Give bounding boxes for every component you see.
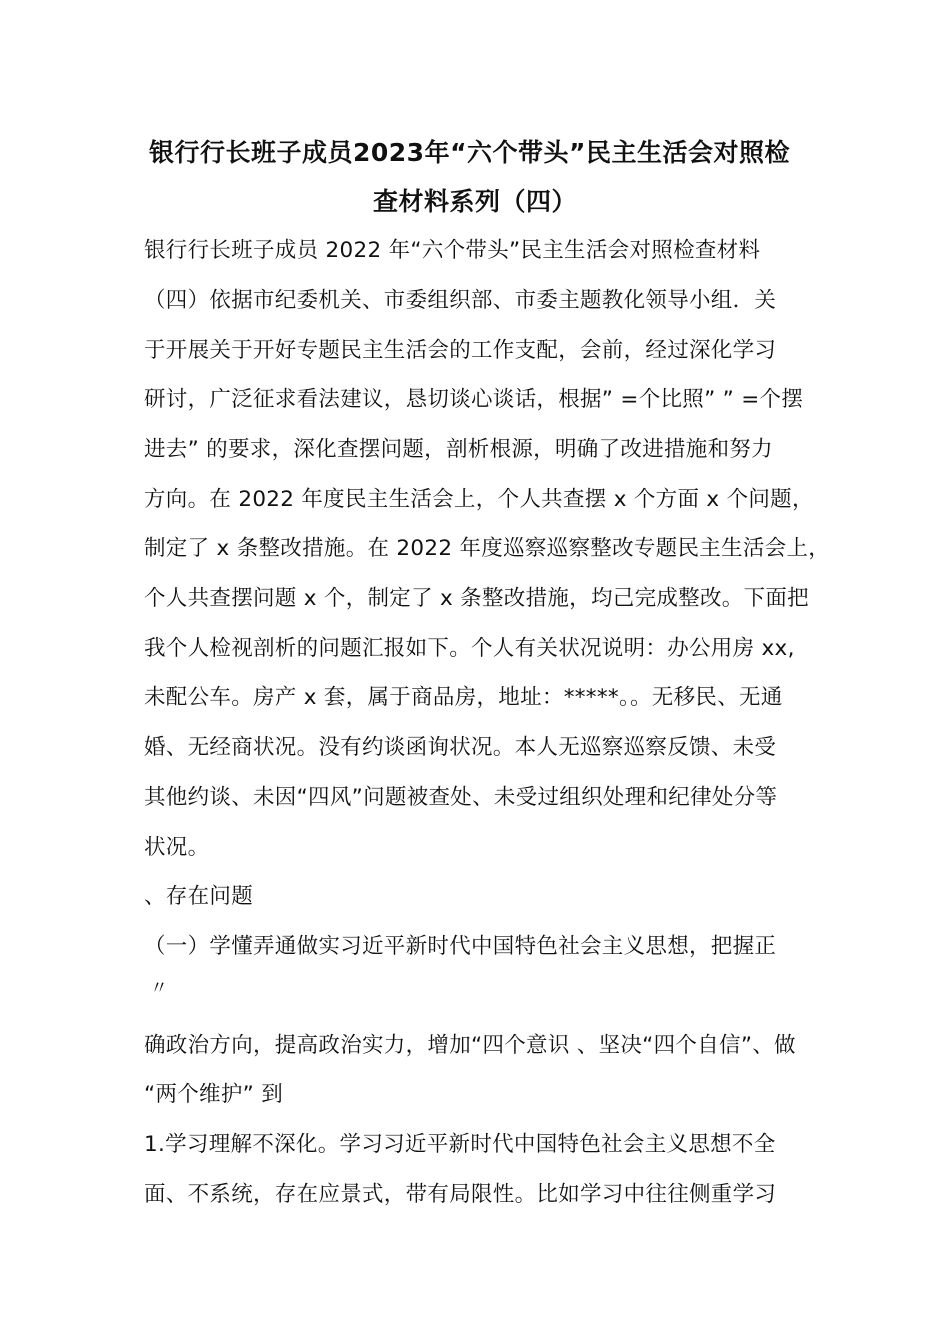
body-line-8: 个人共查摆问题 x 个，制定了 x 条整改措施，均己完成整改。下面把 [144,586,809,611]
body-line-17: 1.学习理解不深化。学习习近平新时代中国特色社会主义思想不全 [144,1132,776,1157]
quote-mark: 〃 [150,978,168,999]
body-line-13: 状况。 [144,835,210,860]
body-line-6: 方向。在 2022 年度民主生活会上，个人共查摆 x 个方面 x 个问题， [144,487,814,512]
subsection-heading-1: （一）学懂弄通做实习近平新时代中国特色社会主义思想，把握正 [144,934,777,959]
document-title-line-1: 银行行长班子成员2023年“六个带头”民主生活会对照检 [149,138,790,167]
body-line-2: （四）依据市纪委机关、市委组织部、市委主题教化领导小组．关 [144,288,777,313]
body-line-7: 制定了 x 条整改措施。在 2022 年度巡察巡察整改专题民主生活会上， [144,536,831,561]
section-heading-issues: 、存在问题 [144,884,254,909]
body-line-3: 于开展关于开好专题民主生活会的工作支配，会前，经过深化学习 [144,338,777,363]
body-line-11: 婚、无经商状况。没有约谈函询状况。本人无巡察巡察反馈、未受 [144,735,777,760]
body-line-15: 确政治方向，提高政治实力，增加“四个意识 、坚决“四个自信”、做 [144,1033,796,1058]
body-line-1: 银行行长班子成员 2022 年“六个带头”民主生活会对照检查材料 [144,238,761,263]
body-line-5: 进去” 的要求，深化查摆问题，剖析根源，明确了改进措施和努力 [144,437,773,462]
body-line-12: 其他约谈、未因“四风”问题被查处、未受过组织处理和纪律处分等 [144,785,778,810]
body-line-18: 面、不系统，存在应景式，带有局限性。比如学习中往往侧重学习 [144,1182,777,1207]
body-line-10: 未配公车。房产 x 套，属于商品房，地址：*****。。无移民、无通 [144,685,783,710]
body-line-4: 研讨，广泛征求看法建议，恳切谈心谈话，根据” =个比照” ” =个摆 [144,387,804,412]
document-title-line-2: 查材料系列（四） [373,187,578,216]
body-line-16: “两个维护” 到 [144,1082,284,1107]
body-line-9: 我个人检视剖析的问题汇报如下。个人有关状况说明：办公用房 xx, [144,636,795,661]
